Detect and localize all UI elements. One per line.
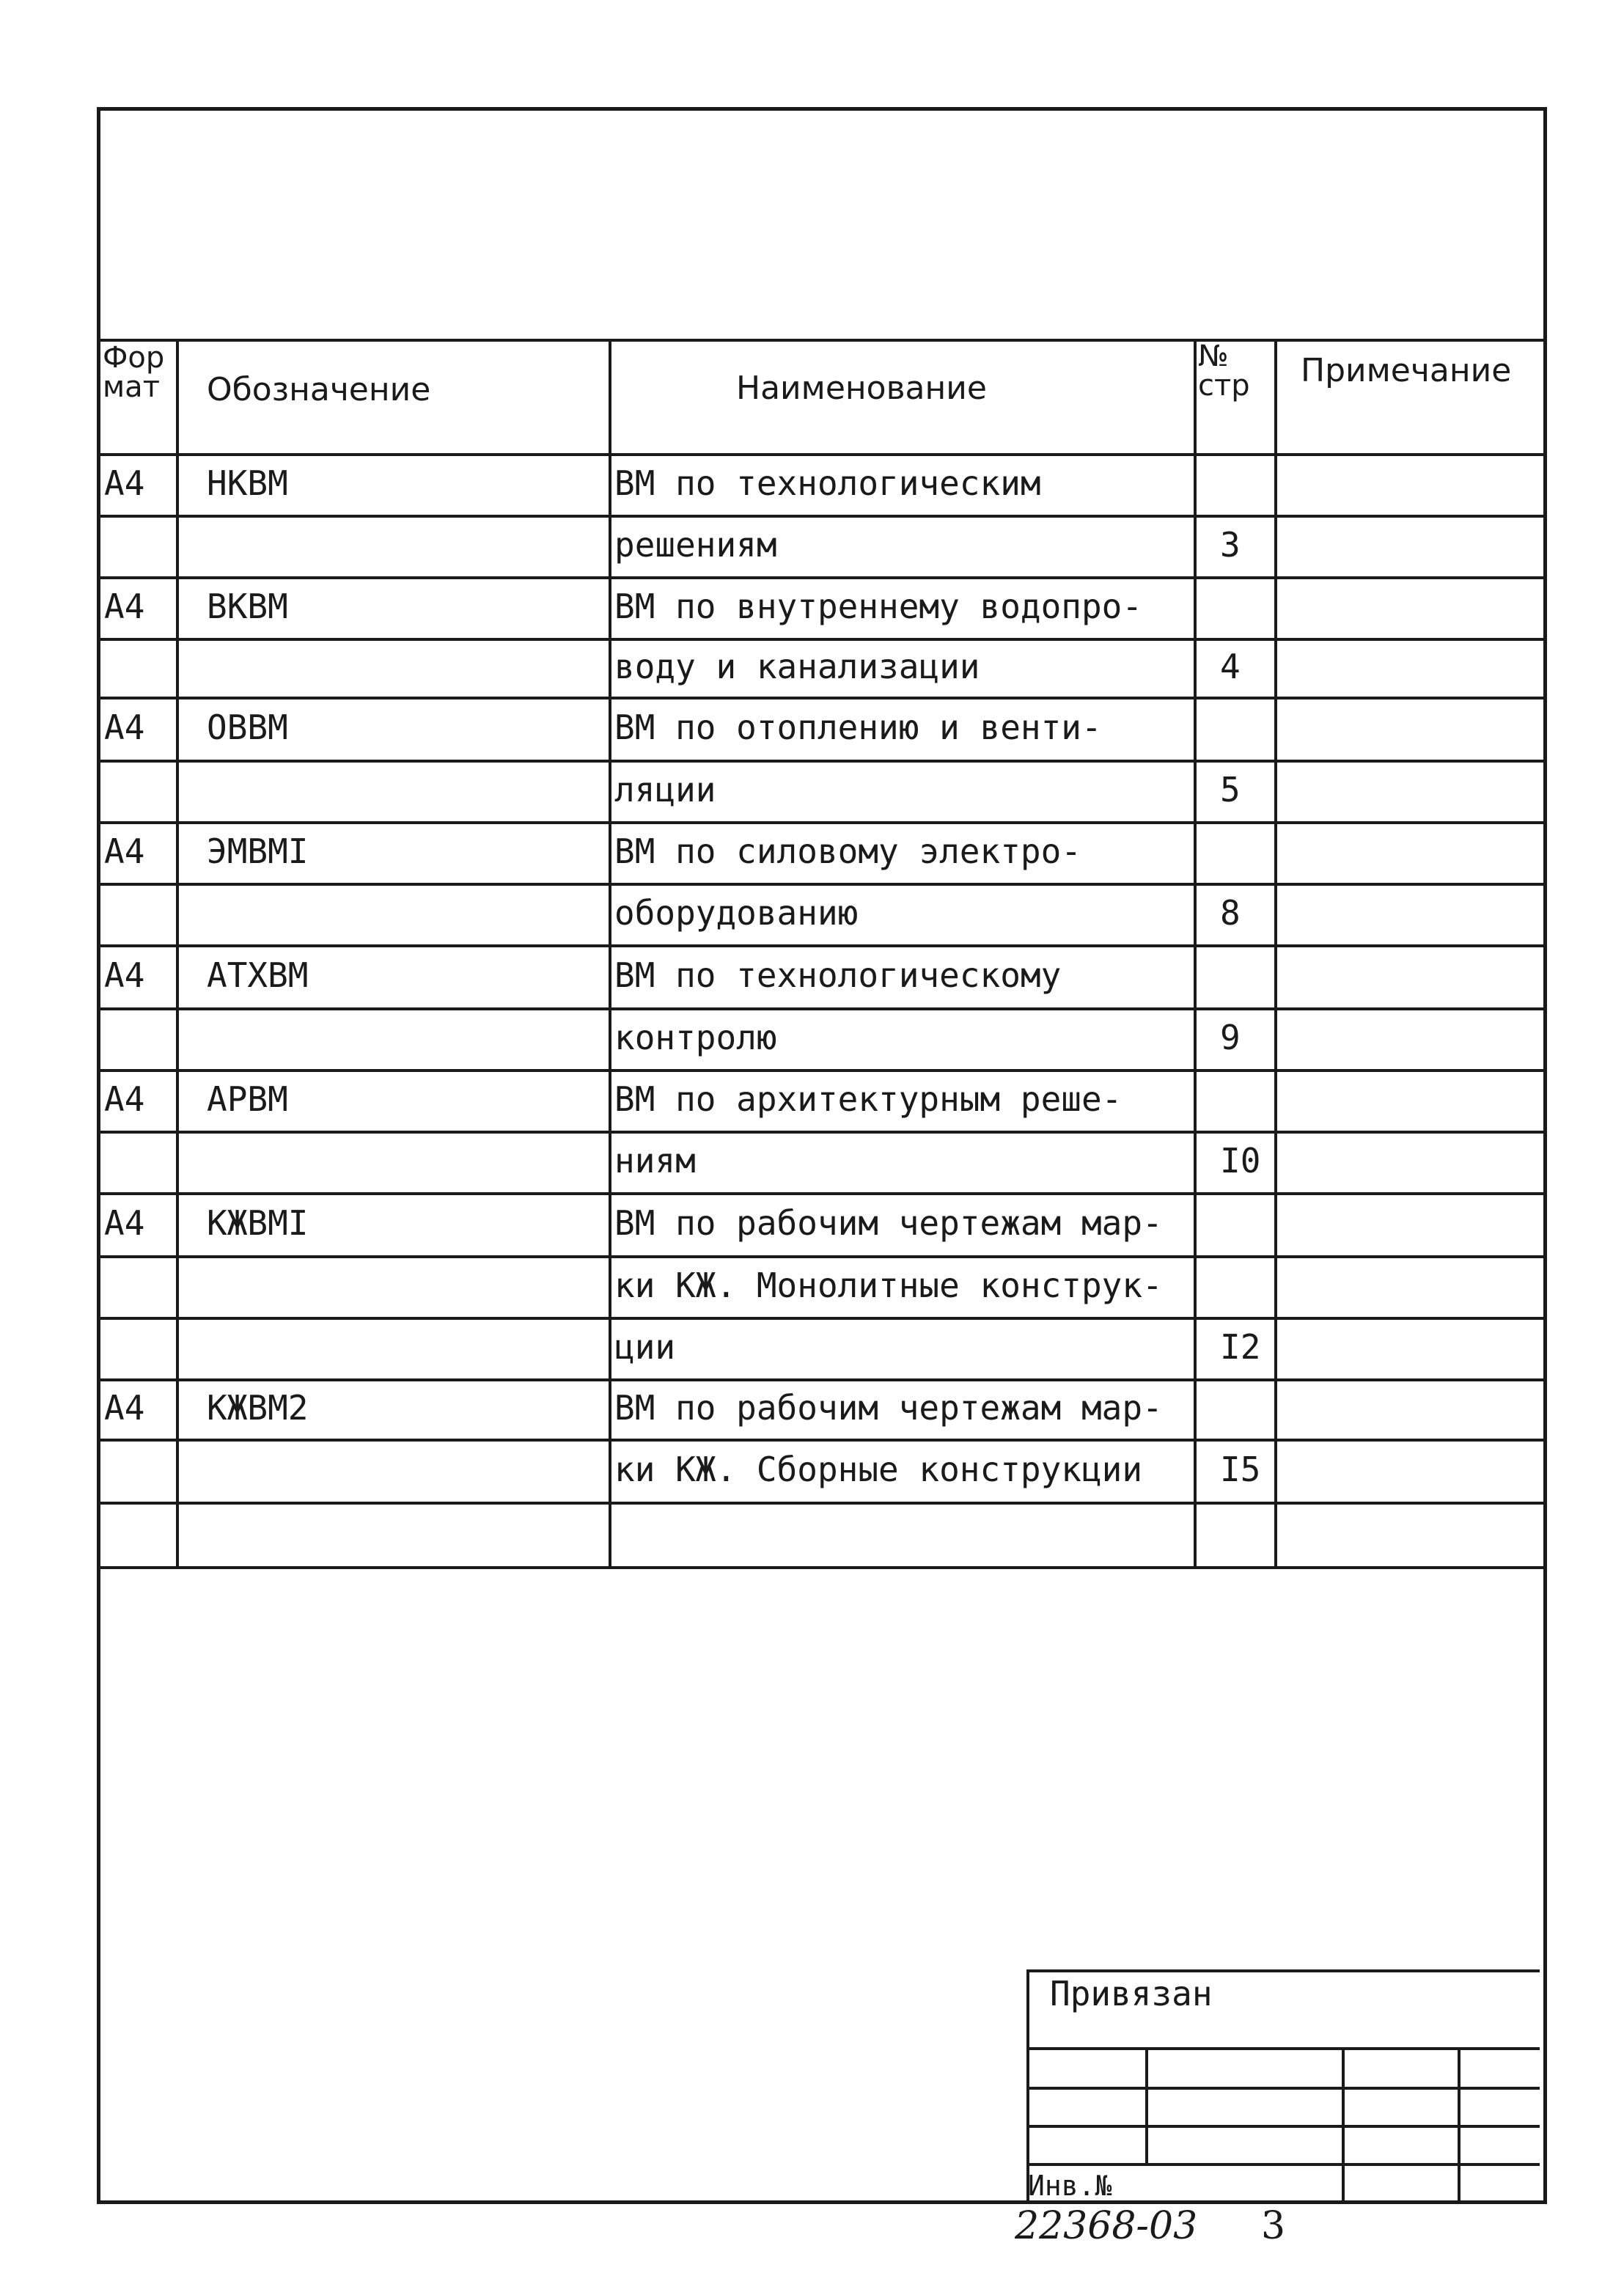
- row-name-cell: ВМ по силовому электро-: [614, 831, 1081, 871]
- table-rule-horizontal: [97, 697, 1546, 699]
- row-name-cell: ВМ по технологическим: [614, 463, 1041, 503]
- table-rule-horizontal: [97, 576, 1546, 579]
- stamp-inventory-label: Инв.№: [1028, 2170, 1112, 2202]
- table-rule-horizontal: [97, 515, 1546, 518]
- row-designation-cell: КЖВМ2: [207, 1388, 309, 1428]
- col-header-page: № стр: [1198, 339, 1250, 403]
- row-designation-cell: АРВМ: [207, 1079, 288, 1119]
- row-name-cell: ВМ по архитектурным реше-: [614, 1079, 1123, 1119]
- row-page-cell: I0: [1220, 1141, 1261, 1180]
- sheet-number: 3: [1261, 2204, 1286, 2248]
- row-name-cell: ВМ по рабочим чертежам мар-: [614, 1203, 1163, 1243]
- stamp-rule-vertical: [1145, 2047, 1148, 2163]
- table-rule-horizontal: [97, 821, 1546, 824]
- row-name-cell: ляции: [614, 770, 716, 809]
- table-rule-vertical: [176, 339, 179, 1566]
- table-rule-horizontal: [97, 638, 1546, 641]
- row-format-cell: А4: [104, 831, 145, 871]
- table-rule-vertical: [1274, 339, 1277, 1566]
- row-designation-cell: ОВВМ: [207, 708, 288, 747]
- row-page-cell: I5: [1220, 1450, 1261, 1489]
- stamp-rule-vertical: [1342, 2047, 1345, 2203]
- row-name-cell: контролю: [614, 1018, 777, 1057]
- stamp-rule-horizontal: [1026, 2163, 1540, 2166]
- table-rule-horizontal: [97, 1131, 1546, 1134]
- document-sheet: [97, 107, 1547, 2204]
- table-rule-horizontal: [97, 944, 1546, 947]
- row-page-cell: 9: [1220, 1018, 1241, 1057]
- row-format-cell: А4: [104, 708, 145, 747]
- table-rule-horizontal: [97, 883, 1546, 886]
- row-name-cell: ВМ по рабочим чертежам мар-: [614, 1388, 1163, 1428]
- col-header-format: Фор мат: [103, 341, 165, 404]
- table-rule-horizontal: [97, 1007, 1546, 1010]
- table-rule-horizontal: [97, 1439, 1546, 1442]
- row-page-cell: 8: [1220, 893, 1241, 933]
- table-rule-horizontal: [97, 339, 1546, 342]
- col-header-name: Наименование: [736, 370, 987, 407]
- row-name-cell: ВМ по технологическому: [614, 955, 1062, 995]
- table-rule-vertical: [1194, 339, 1197, 1566]
- stamp-rule-vertical: [1026, 1969, 1029, 2203]
- row-page-cell: 5: [1220, 770, 1241, 809]
- row-designation-cell: АТХВМ: [207, 955, 309, 995]
- row-name-cell: оборудованию: [614, 893, 859, 933]
- row-name-cell: ки КЖ. Монолитные конструк-: [614, 1266, 1163, 1305]
- col-header-note: Примечание: [1301, 352, 1512, 389]
- row-format-cell: А4: [104, 955, 145, 995]
- stamp-rule-horizontal: [1026, 1969, 1540, 1972]
- row-designation-cell: ВКВМ: [207, 587, 288, 626]
- document-number: 22368-03: [1015, 2204, 1198, 2248]
- table-rule-horizontal: [97, 1566, 1546, 1569]
- row-name-cell: решениям: [614, 525, 777, 565]
- row-format-cell: А4: [104, 1079, 145, 1119]
- stamp-rule-horizontal: [1026, 2047, 1540, 2050]
- row-designation-cell: НКВМ: [207, 463, 288, 503]
- row-name-cell: ниям: [614, 1141, 696, 1180]
- row-name-cell: воду и канализации: [614, 647, 980, 686]
- row-page-cell: 4: [1220, 647, 1241, 686]
- row-name-cell: ки КЖ. Сборные конструкции: [614, 1450, 1143, 1489]
- table-rule-horizontal: [97, 1069, 1546, 1072]
- row-format-cell: А4: [104, 1388, 145, 1428]
- table-rule-horizontal: [97, 1192, 1546, 1195]
- table-rule-horizontal: [97, 1378, 1546, 1381]
- table-rule-horizontal: [97, 1255, 1546, 1258]
- row-name-cell: ВМ по внутреннему водопро-: [614, 587, 1143, 626]
- table-rule-horizontal: [97, 453, 1546, 456]
- table-rule-vertical: [609, 339, 611, 1566]
- stamp-rule-horizontal: [1026, 2125, 1540, 2128]
- col-header-designation: Обозначение: [207, 371, 431, 408]
- row-format-cell: А4: [104, 587, 145, 626]
- row-name-cell: ции: [614, 1327, 676, 1367]
- row-page-cell: I2: [1220, 1327, 1261, 1367]
- row-page-cell: 3: [1220, 525, 1241, 565]
- row-format-cell: А4: [104, 1203, 145, 1243]
- row-format-cell: А4: [104, 463, 145, 503]
- row-designation-cell: КЖВМI: [207, 1203, 309, 1243]
- stamp-rule-horizontal: [1026, 2087, 1540, 2090]
- stamp-rule-vertical: [1458, 2047, 1461, 2203]
- table-rule-horizontal: [97, 1502, 1546, 1505]
- table-rule-horizontal: [97, 760, 1546, 763]
- row-name-cell: ВМ по отоплению и венти-: [614, 708, 1102, 747]
- table-rule-horizontal: [97, 1317, 1546, 1320]
- row-designation-cell: ЭМВМI: [207, 831, 309, 871]
- stamp-linked-label: Привязан: [1050, 1974, 1213, 2013]
